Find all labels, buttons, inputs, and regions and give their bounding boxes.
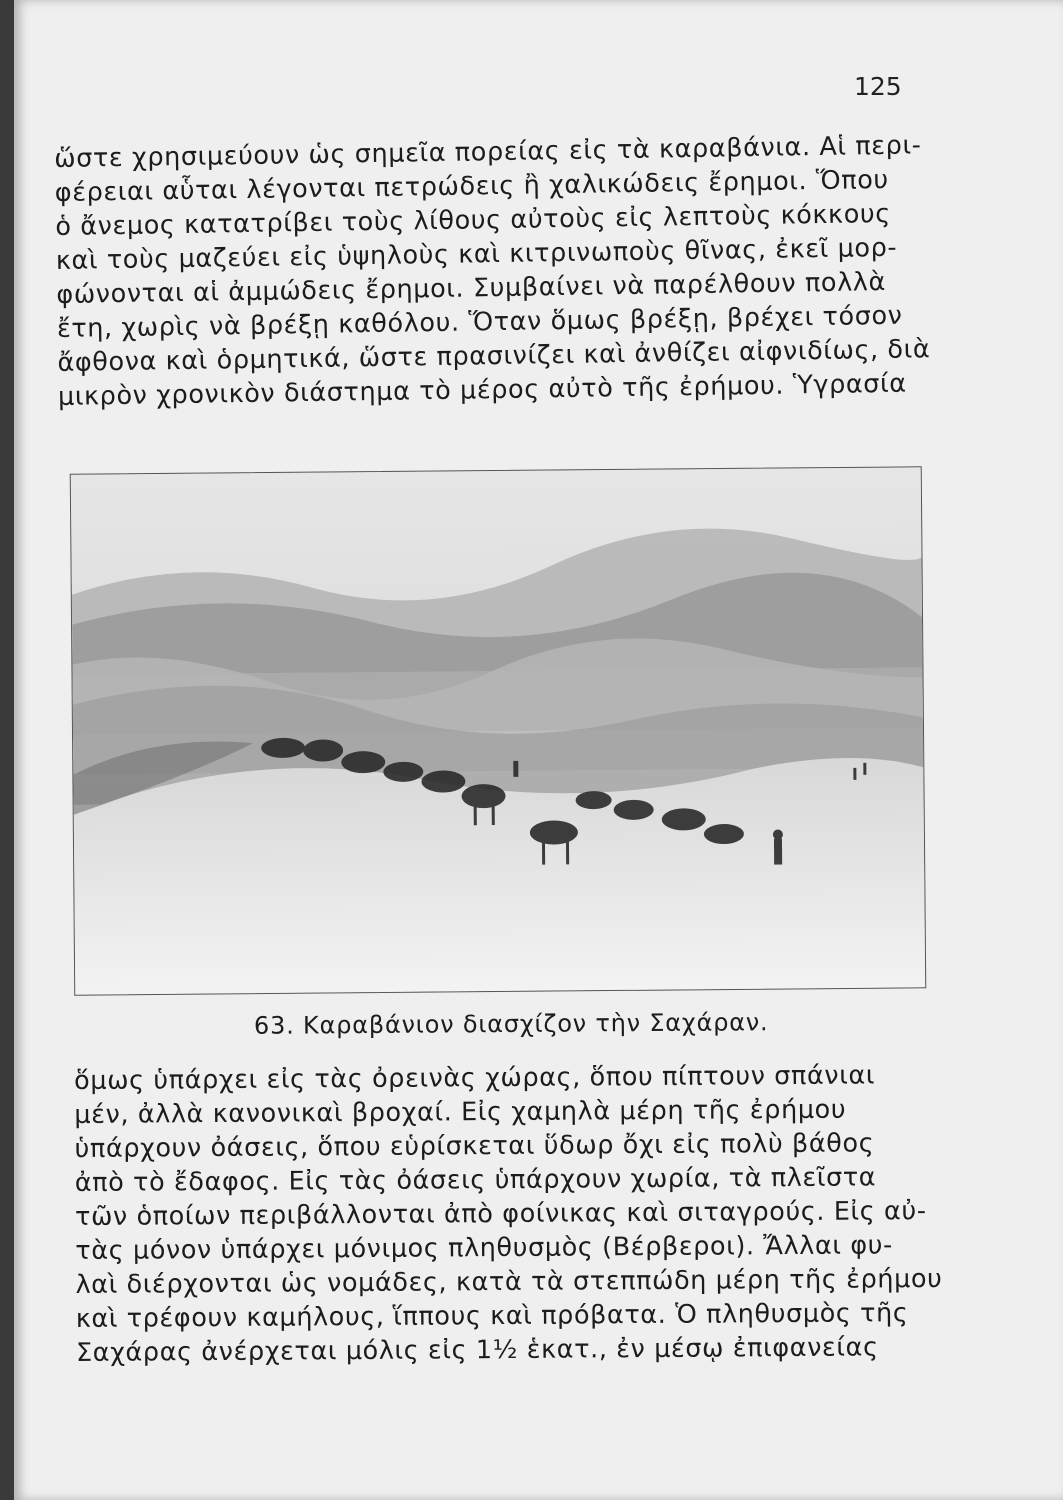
paragraph-bottom [74, 1058, 956, 1370]
text-line: καὶ τρέφουν καμήλους, ἵππους καὶ πρόβατα. Ὁ πληθυσμὸς τῆς [75, 1298, 909, 1334]
desert-dunes-image [71, 467, 926, 994]
caravan-photograph [70, 466, 927, 995]
text-line: Σαχάρας ἀνέρχεται μόλις εἰς 1½ ἑκατ., ἐν μέσῳ ἐπιφανείας [75, 1332, 879, 1368]
text-line: καὶ τοὺς μαζεύει εἰς ὑψηλοὺς καὶ κιτρινωποὺς θῖνας, ἐκεῖ μορ- [55, 232, 898, 276]
text-line: μικρὸν χρονικὸν διάστημα τὸ μέρος αὐτὸ τῆς ἐρήμου. Ὑγρασία [57, 368, 907, 412]
text-line: λαὶ διέρχονται ὡς νομάδες, κατὰ τὰ στεππώδη μέρη τῆς ἐρήμου [75, 1263, 943, 1300]
text-line: ὁ ἄνεμος κατατρίβει τοὺς λίθους αὐτοὺς εἰς λεπτοὺς κόκκους [55, 198, 892, 242]
page-number: 125 [854, 72, 902, 101]
text-line: ὅμως ὑπάρχει εἰς τὰς ὀρεινὰς χώρας, ὅπου πίπτουν σπάνιαι [74, 1060, 876, 1096]
text-line: ἀπὸ τὸ ἔδαφος. Εἰς τὰς ὀάσεις ὑπάρχουν χωρία, τὰ πλεῖστα [74, 1162, 877, 1198]
text-line: ἄφθονα καὶ ὁρμητικά, ὥστε πρασινίζει καὶ ἀνθίζει αἰφνιδίως, διὰ [57, 334, 931, 378]
text-line: ἔτη, χωρὶς νὰ βρέξῃ καθόλου. Ὅταν ὅμως βρέξῃ, βρέχει τόσον [56, 300, 903, 344]
book-page [14, 0, 1063, 1500]
text-line: ὑπάρχουν ὀάσεις, ὅπου εὑρίσκεται ὕδωρ ὄχι εἰς πολὺ βάθος [74, 1128, 875, 1164]
paragraph-top [54, 128, 938, 414]
text-line: φέρειαι αὗται λέγονται πετρώδεις ἢ χαλικώδεις ἔρημοι. Ὅπου [54, 164, 890, 208]
text-line: μέν, ἀλλὰ κανονικαὶ βροχαί. Εἰς χαμηλὰ μέρη τῆς ἐρήμου [74, 1094, 847, 1130]
text-line: ὥστε χρησιμεύουν ὡς σημεῖα πορείας εἰς τὰ καραβάνια. Αἱ περι- [54, 130, 922, 174]
text-line: τῶν ὁποίων περιβάλλονται ἀπὸ φοίνικας καὶ σιταγρούς. Εἰς αὐ- [74, 1196, 927, 1232]
figure-caption: 63. Καραβάνιον διασχίζον τὴν Σαχάραν. [253, 1008, 769, 1040]
text-line: τὰς μόνον ὑπάρχει μόνιμος πληθυσμὸς (Βέρβεροι). Ἄλλαι φυ- [75, 1230, 893, 1266]
text-line: φώνονται αἱ ἀμμώδεις ἔρημοι. Συμβαίνει νὰ παρέλθουν πολλὰ [56, 266, 887, 310]
